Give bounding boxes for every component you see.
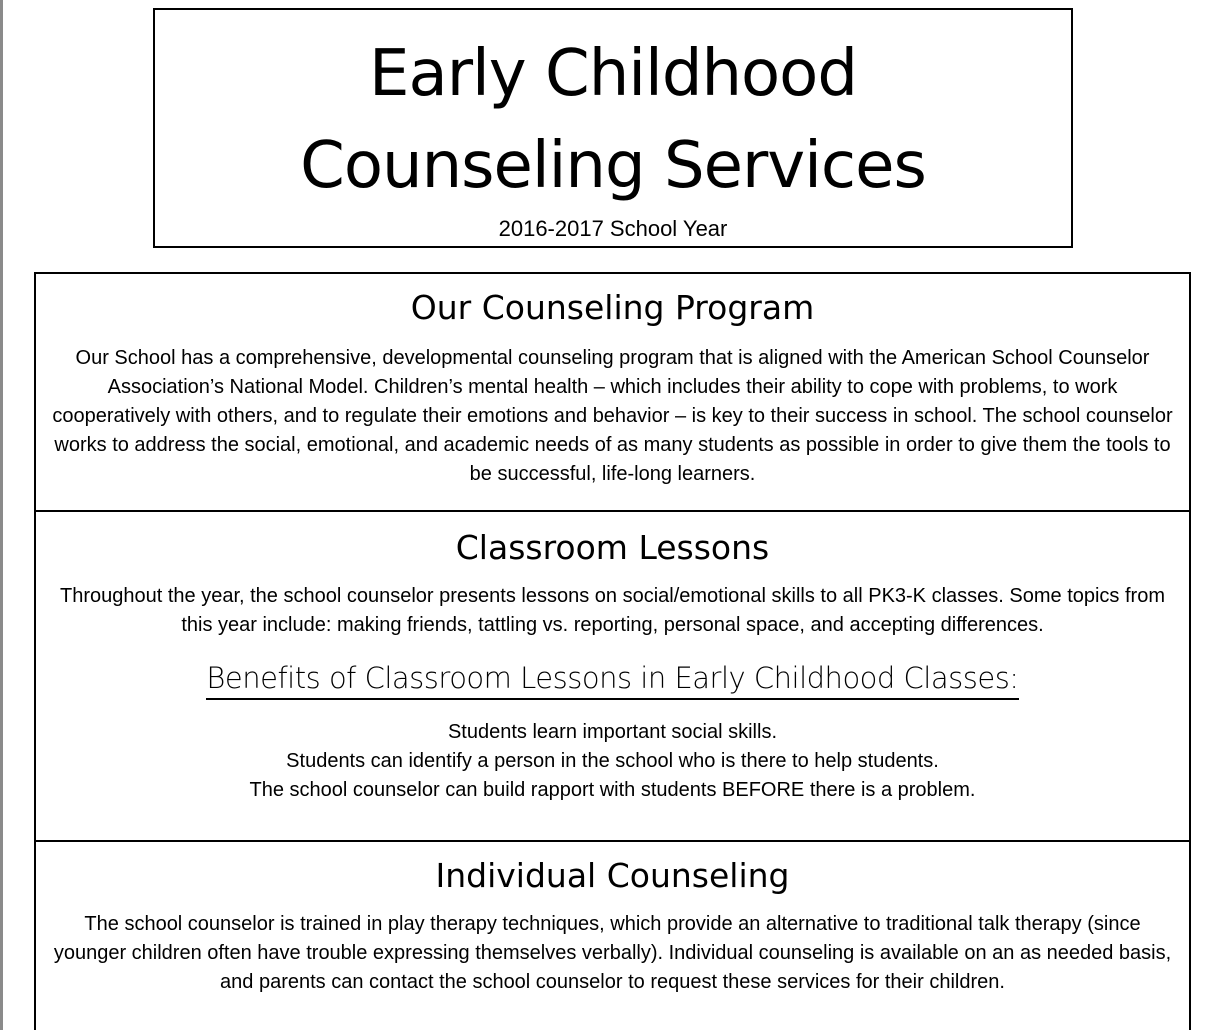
section-counseling-program bbox=[36, 274, 1189, 512]
content-box bbox=[34, 272, 1191, 1030]
school-year-subtitle: 2016-2017 School Year bbox=[498, 216, 728, 241]
lessons-paragraph: Throughout the year, the school counselor presents lessons on social/emotional skills to all PK3-K classes. Some topics from this year include: making friends, tattling vs. reporting, personal space, and accepting differences. bbox=[60, 585, 1165, 636]
section-heading-lessons: Classroom Lessons bbox=[455, 528, 770, 567]
section-heading-program: Our Counseling Program bbox=[410, 288, 815, 327]
benefit-item: Students learn important social skills. bbox=[447, 721, 778, 743]
benefits-heading: Benefits of Classroom Lessons in Early Childhood Classes: bbox=[206, 660, 1018, 700]
benefits-list bbox=[36, 718, 1189, 805]
title-line-1: Early Childhood bbox=[369, 37, 857, 111]
page-edge-divider bbox=[0, 0, 3, 1030]
program-paragraph: Our School has a comprehensive, developmental counseling program that is aligned with the American School Counselor Association’s National Model. Children’s mental health – which includes their ability to cope with problems, to work cooperatively with others, and to regulate their emotions and behavior – is key to their success in school. The school counselor works to address the social, emotional, and academic needs of as many students as possible in order to give them the tools to be successful, life-long learners. bbox=[52, 347, 1173, 485]
individual-paragraph: The school counselor is trained in play therapy techniques, which provide an alternative to traditional talk therapy (since younger children often have trouble expressing themselves verbally). Individual counseling is available on an as needed basis, and parents can contact the school counselor to request these services for their children. bbox=[53, 913, 1172, 993]
section-classroom-lessons bbox=[36, 512, 1189, 842]
section-heading-individual: Individual Counseling bbox=[435, 856, 790, 895]
section-individual-counseling bbox=[36, 842, 1189, 1030]
title-box bbox=[153, 8, 1073, 248]
benefit-item: The school counselor can build rapport with students BEFORE there is a problem. bbox=[249, 779, 976, 801]
benefit-item: Students can identify a person in the school who is there to help students. bbox=[286, 750, 939, 772]
title-line-2: Counseling Services bbox=[300, 129, 926, 203]
